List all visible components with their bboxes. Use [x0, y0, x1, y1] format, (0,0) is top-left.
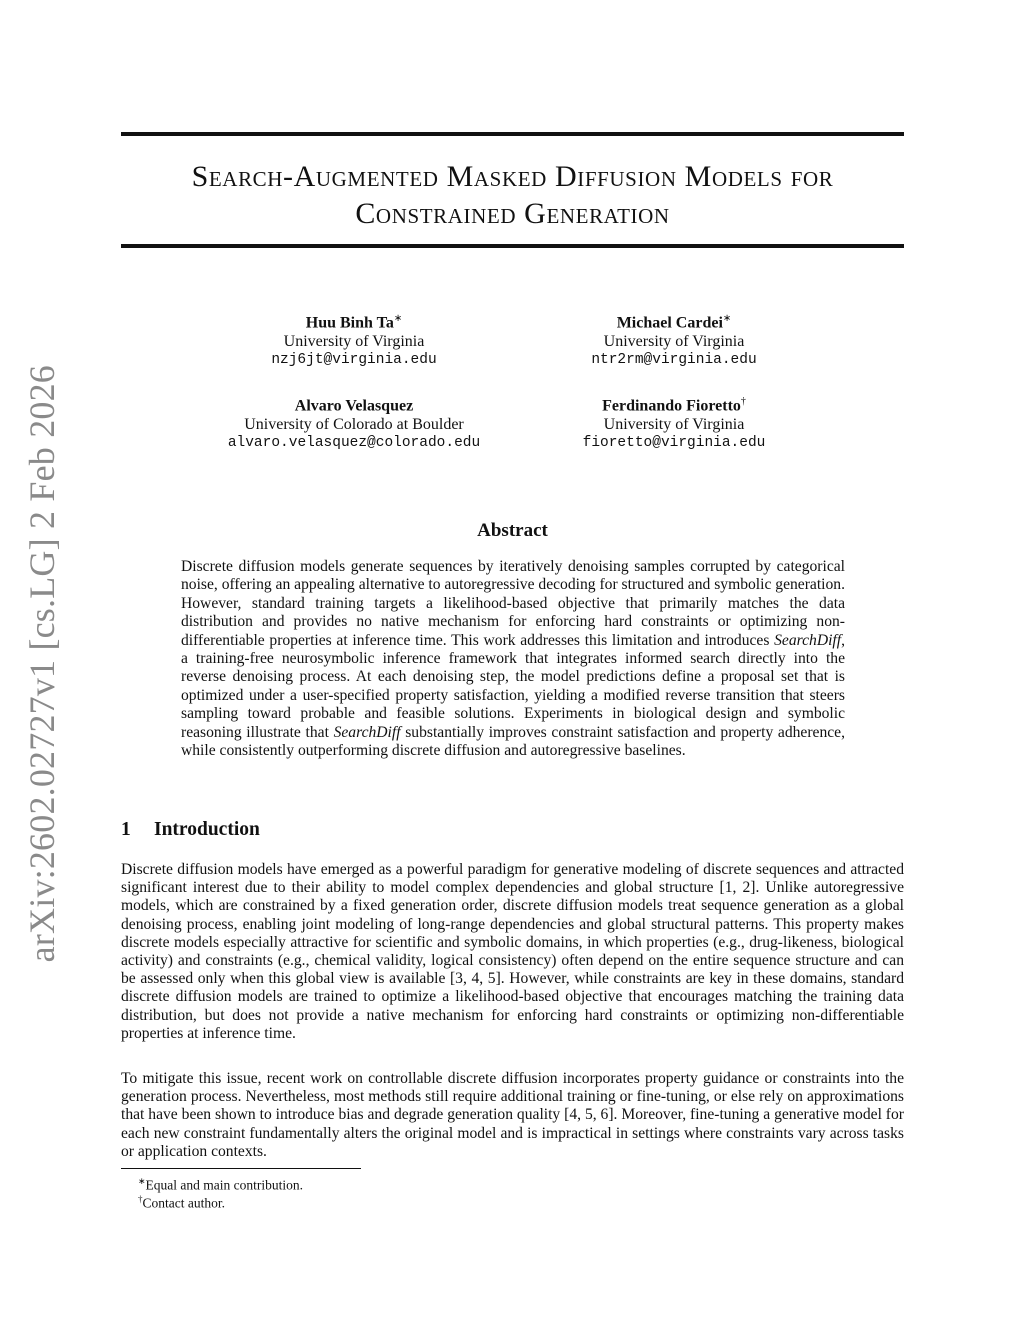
- footnote: ∗Equal and main contribution.: [138, 1176, 304, 1193]
- intro-paragraph: To mitigate this issue, recent work on controllable discrete diffusion incorporates property guidance or constraints into the generation process. Nevertheless, most methods still require additional training or fine-tuning, or else rely on approximations that have been shown to introduce bias and degrade generation quality [4, 5, 6]. Moreover, fine-tuning a generative model for each new constraint fundamentally alters the original model and is impractical in settings where constraints vary across tasks or application contexts.: [121, 1070, 904, 1160]
- title-line-1: Search-Augmented Masked Diffusion Models for: [191, 160, 834, 193]
- author-affiliation: University of Virginia: [603, 416, 745, 434]
- method-name: SearchDiff: [333, 723, 401, 741]
- author-email: ntr2rm@virginia.edu: [591, 352, 757, 369]
- abstract-heading: Abstract: [477, 520, 548, 541]
- author-affiliation: University of Virginia: [603, 333, 745, 351]
- section-title: Introduction: [154, 819, 260, 840]
- section-number: 1: [121, 819, 131, 840]
- author-name: Ferdinando Fioretto†: [602, 396, 746, 415]
- title-bottom-rule: [121, 244, 904, 248]
- title-top-rule: [121, 132, 904, 136]
- abstract-body: Discrete diffusion models generate sequences by iteratively denoising samples corrupted by categorical noise, offering an appealing alternative to autoregressive decoding for structured and symbolic generation. However, standard training targets a likelihood-based objective that primarily matches the data distribution and provides no native mechanism for enforcing hard constraints or optimizing non-differentiable properties at inference time. This work addresses this limitation and introduces SearchDiff, a training-free neurosymbolic inference framework that integrates informed search directly into the reverse denoising process. At each denoising step, the model predictions define a proposal set that is optimized under a user-specified property satisfaction, yielding a modified reverse transition that steers sampling toward probable and feasible solutions. Experiments in biological design and symbolic reasoning illustrate that SearchDiff substantially improves constraint satisfaction and property adherence, while consistently outperforming discrete diffusion and autoregressive baselines.: [181, 558, 845, 760]
- author-block: [509, 309, 839, 370]
- footnote-rule: [121, 1168, 361, 1169]
- author-affiliation: University of Colorado at Boulder: [244, 416, 464, 434]
- author-name: Alvaro Velasquez: [294, 397, 414, 415]
- author-email: nzj6jt@virginia.edu: [271, 352, 437, 369]
- author-name: Michael Cardei∗: [616, 313, 732, 332]
- author-block: [509, 392, 839, 453]
- author-block: [189, 309, 519, 370]
- intro-paragraph: Discrete diffusion models have emerged as a powerful paradigm for generative modeling of discrete sequences and attracted significant interest due to their ability to model complex dependencies and global structure [1, 2]. Unlike autoregressive models, which are constrained by a fixed generation order, discrete diffusion models treat sequence generation as a global denoising process, enabling joint modeling of long-range dependencies and global structural patterns. This property makes discrete models especially attractive for scientific and symbolic domains, in which properties (e.g., drug-likeness, biological activity) and constraints (e.g., chemical validity, logical consistency) often depend on the entire sequence structure and can be assessed only when this global view is available [3, 4, 5]. However, while constraints are key in these domains, standard discrete diffusion models are trained to optimize a likelihood-based objective that encourages matching the training data distribution, but does not provide a native mechanism for enforcing hard constraints or optimizing non-differentiable properties at inference time.: [121, 861, 904, 1042]
- author-block: [189, 392, 519, 453]
- method-name: SearchDiff: [774, 631, 842, 649]
- author-name: Huu Binh Ta∗: [305, 313, 403, 332]
- author-email: fioretto@virginia.edu: [582, 435, 766, 452]
- title-line-2: Constrained Generation: [355, 197, 670, 230]
- paper-title: [121, 158, 904, 232]
- author-email: alvaro.velasquez@colorado.edu: [227, 435, 481, 452]
- section-heading: [121, 819, 260, 841]
- footnote: †Contact author.: [138, 1194, 225, 1211]
- arxiv-sidebar: [6, 365, 78, 963]
- arxiv-identifier: arXiv:2602.02727v1 [cs.LG] 2 Feb 2026: [22, 365, 62, 963]
- author-affiliation: University of Virginia: [283, 333, 425, 351]
